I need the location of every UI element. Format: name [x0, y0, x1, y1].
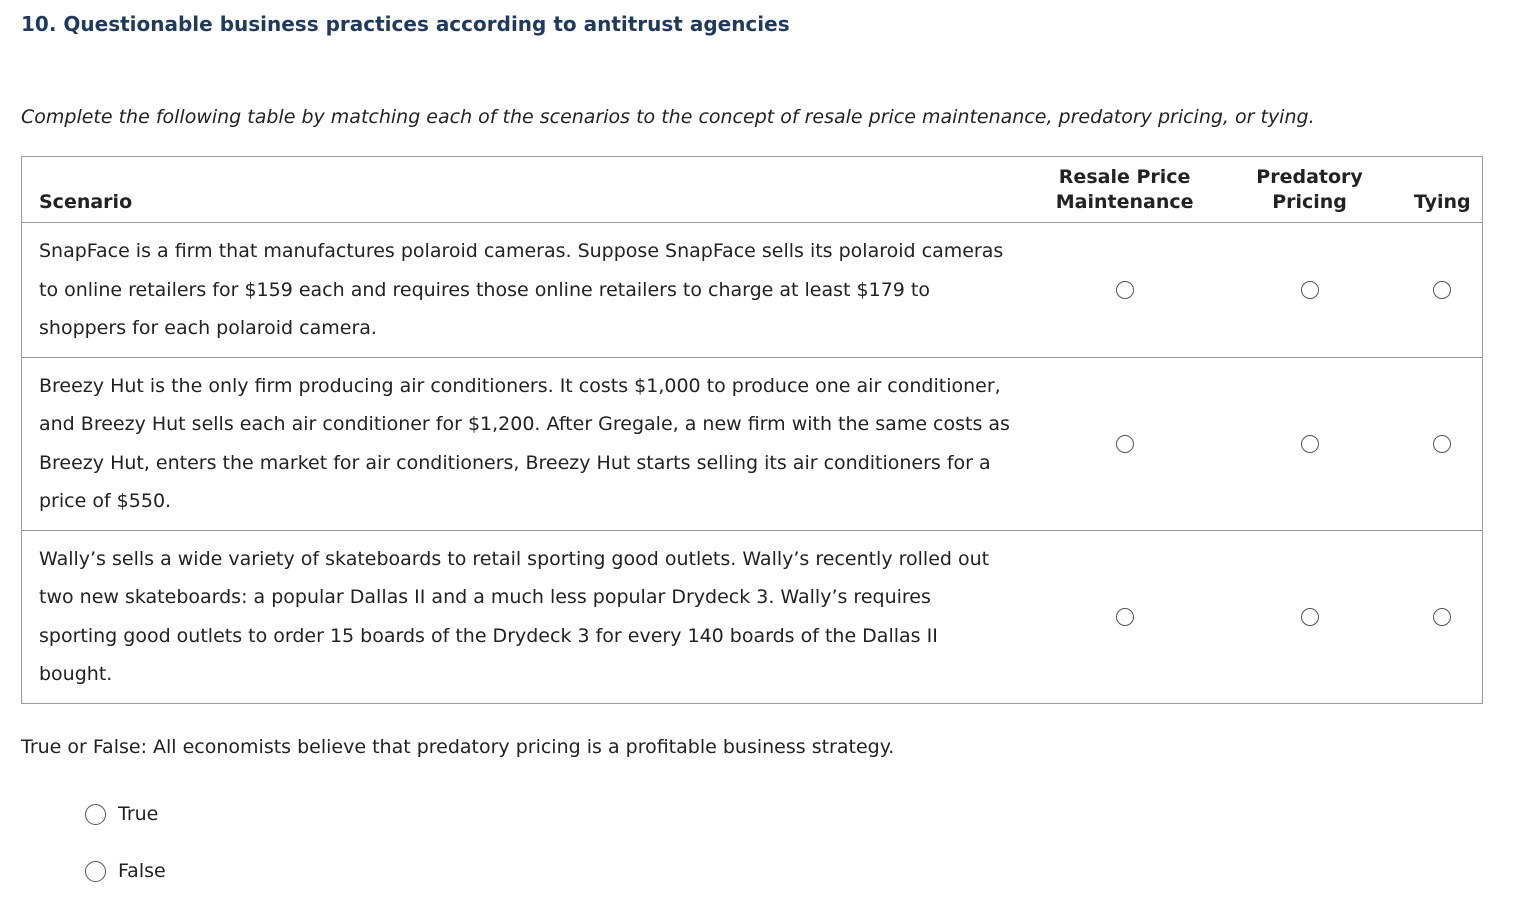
- option-true-label: True: [118, 803, 159, 825]
- resale-price-maintenance-column-header: [1033, 157, 1217, 223]
- radio-true[interactable]: [85, 804, 106, 825]
- question-instruction: Complete the following table by matching each of the scenarios to the concept of resale price maintenance, predatory pricing, or tying.: [21, 106, 1315, 128]
- option-false-label: False: [118, 860, 166, 882]
- table-row: [22, 223, 1483, 358]
- radio-resale-price-maintenance[interactable]: [1116, 281, 1134, 299]
- scenario-text: Breezy Hut is the only firm producing air conditioners. It costs $1,000 to produce one air conditioner, and Breezy Hut sells each air conditioner for $1,200. After Gregale, a new firm with the same costs as Breezy Hut, enters the market for air conditioners, Breezy Hut starts selling its air conditioners for a price of $550.: [22, 357, 1033, 530]
- resale-header-line2: Maintenance: [1055, 191, 1194, 213]
- radio-resale-price-maintenance[interactable]: [1116, 608, 1134, 626]
- true-false-question: True or False: All economists believe that predatory pricing is a profitable business strategy.: [21, 736, 895, 758]
- radio-predatory-pricing[interactable]: [1301, 281, 1319, 299]
- predatory-header-line1: Predatory: [1256, 166, 1363, 188]
- radio-predatory-pricing[interactable]: [1301, 435, 1319, 453]
- scenario-text: SnapFace is a firm that manufactures polaroid cameras. Suppose SnapFace sells its polaroid cameras to online retailers for $159 each and requires those online retailers to charge at least $179 to shoppers for each polaroid camera.: [22, 223, 1033, 358]
- scenario-text: Wally’s sells a wide variety of skateboards to retail sporting good outlets. Wally’s recently rolled out two new skateboards: a popular Dallas II and a much less popular Drydeck 3. Wally’s requires sporting good outlets to order 15 boards of the Drydeck 3 for every 140 boards of the Dallas II bought.: [22, 530, 1033, 703]
- table-row: [22, 530, 1483, 703]
- matching-table: [21, 156, 1483, 704]
- question-title: 10. Questionable business practices according to antitrust agencies: [21, 12, 790, 36]
- radio-tying[interactable]: [1433, 608, 1451, 626]
- radio-resale-price-maintenance[interactable]: [1116, 435, 1134, 453]
- predatory-pricing-column-header: [1217, 157, 1403, 223]
- option-false[interactable]: [85, 860, 166, 882]
- tying-column-header: Tying: [1403, 157, 1483, 223]
- table-row: [22, 357, 1483, 530]
- radio-false[interactable]: [85, 861, 106, 882]
- table-header-row: [22, 157, 1483, 223]
- scenario-column-header: Scenario: [22, 157, 1033, 223]
- resale-header-line1: Resale Price: [1058, 166, 1191, 188]
- predatory-header-line2: Pricing: [1272, 191, 1347, 213]
- radio-predatory-pricing[interactable]: [1301, 608, 1319, 626]
- radio-tying[interactable]: [1433, 435, 1451, 453]
- radio-tying[interactable]: [1433, 281, 1451, 299]
- option-true[interactable]: [85, 803, 158, 825]
